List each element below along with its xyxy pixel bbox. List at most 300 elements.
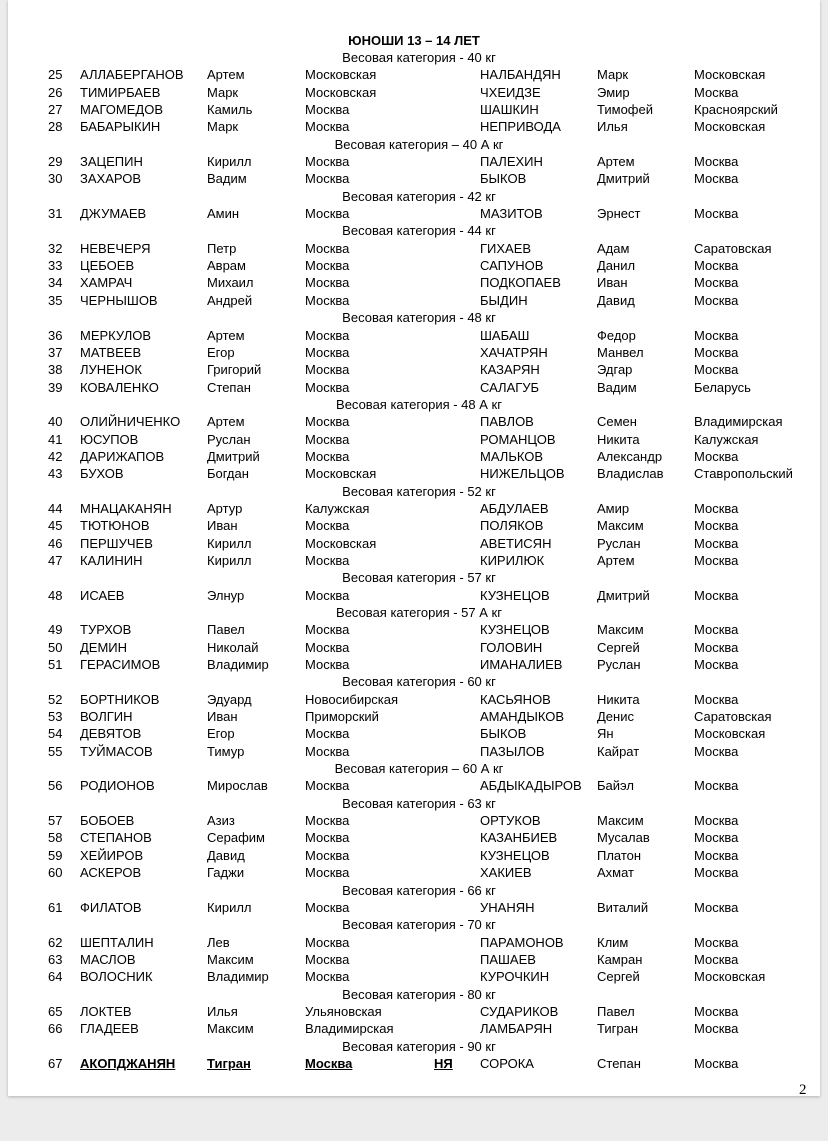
right-last-name: САЛАГУБ bbox=[480, 379, 540, 395]
left-last-name: ЧЕРНЫШОВ bbox=[80, 292, 158, 308]
left-last-name: ЮСУПОВ bbox=[80, 431, 139, 447]
left-last-name: БУХОВ bbox=[80, 466, 124, 482]
bout-number: 55 bbox=[48, 743, 63, 759]
right-region: Владимирская bbox=[694, 414, 783, 430]
left-region: Москва bbox=[305, 344, 350, 360]
right-first-name: Сергей bbox=[597, 639, 640, 655]
bout-number: 34 bbox=[48, 275, 63, 291]
right-first-name: Денис bbox=[597, 709, 634, 725]
right-first-name: Эмир bbox=[597, 84, 630, 100]
bout-row bbox=[0, 812, 828, 829]
left-region: Москва bbox=[305, 899, 350, 915]
right-first-name: Манвел bbox=[597, 344, 644, 360]
right-region: Москва bbox=[694, 206, 739, 222]
right-first-name: Вадим bbox=[597, 379, 637, 395]
bout-row bbox=[0, 500, 828, 517]
bout-number: 52 bbox=[48, 691, 63, 707]
bout-number: 62 bbox=[48, 934, 63, 950]
left-last-name: ФИЛАТОВ bbox=[80, 899, 142, 915]
left-region: Москва bbox=[305, 431, 350, 447]
right-first-name: Ахмат bbox=[597, 865, 635, 881]
left-last-name: АЛЛАБЕРГАНОВ bbox=[80, 67, 184, 83]
bout-number: 60 bbox=[48, 865, 63, 881]
bout-number: 40 bbox=[48, 414, 63, 430]
bout-row bbox=[0, 413, 828, 430]
left-first-name: Серафим bbox=[207, 830, 265, 846]
bout-row bbox=[0, 951, 828, 968]
left-last-name: СТЕПАНОВ bbox=[80, 830, 152, 846]
left-region: Москва bbox=[305, 951, 350, 967]
left-last-name: АСКЕРОВ bbox=[80, 865, 142, 881]
left-region: Москва bbox=[305, 258, 350, 274]
left-region: Москва bbox=[305, 657, 350, 673]
right-last-name: ОРТУКОВ bbox=[480, 813, 541, 829]
right-first-name: Эрнест bbox=[597, 206, 641, 222]
left-first-name: Элнур bbox=[207, 587, 245, 603]
left-region: Москва bbox=[305, 830, 350, 846]
left-first-name: Эдуард bbox=[207, 691, 252, 707]
right-region: Москва bbox=[694, 865, 739, 881]
bout-number: 50 bbox=[48, 639, 63, 655]
left-last-name: МЕРКУЛОВ bbox=[80, 327, 152, 343]
left-last-name: ВОЛГИН bbox=[80, 709, 133, 725]
left-last-name: ЛОКТЕВ bbox=[80, 1003, 132, 1019]
bout-number: 35 bbox=[48, 292, 63, 308]
right-last-name: КУРОЧКИН bbox=[480, 969, 550, 985]
bout-number: 47 bbox=[48, 552, 63, 568]
bout-number: 46 bbox=[48, 535, 63, 551]
left-last-name: ЗАЦЕПИН bbox=[80, 154, 143, 170]
left-last-name: МАТВЕЕВ bbox=[80, 344, 142, 360]
bout-row bbox=[0, 847, 828, 864]
left-last-name: АКОПДЖАНЯН bbox=[80, 1055, 176, 1071]
right-last-name: КАСЬЯНОВ bbox=[480, 691, 551, 707]
right-region: Москва bbox=[694, 500, 739, 516]
weight-category-heading: Весовая категория - 52 кг bbox=[342, 483, 496, 499]
bout-number: 39 bbox=[48, 379, 63, 395]
left-first-name: Тимур bbox=[207, 743, 245, 759]
bout-row bbox=[0, 448, 828, 465]
right-last-name: САПУНОВ bbox=[480, 258, 544, 274]
left-last-name: МНАЦАКАНЯН bbox=[80, 500, 172, 516]
left-region: Москва bbox=[305, 171, 350, 187]
bout-row bbox=[0, 101, 828, 118]
bout-number: 41 bbox=[48, 431, 63, 447]
right-first-name: Давид bbox=[597, 292, 635, 308]
left-first-name: Михаил bbox=[207, 275, 254, 291]
right-region: Москва bbox=[694, 587, 739, 603]
bout-row bbox=[0, 621, 828, 638]
right-first-name: Клим bbox=[597, 934, 629, 950]
right-region: Москва bbox=[694, 622, 739, 638]
right-region: Москва bbox=[694, 951, 739, 967]
weight-category-heading: Весовая категория - 44 кг bbox=[342, 223, 496, 239]
right-last-name: БЫКОВ bbox=[480, 726, 527, 742]
right-region: Красноярский bbox=[694, 102, 778, 118]
left-first-name: Дмитрий bbox=[207, 448, 260, 464]
bout-row bbox=[0, 257, 828, 274]
bout-row bbox=[0, 240, 828, 257]
left-first-name: Артем bbox=[207, 327, 245, 343]
right-first-name: Никита bbox=[597, 691, 640, 707]
bout-number: 58 bbox=[48, 830, 63, 846]
left-region: Москва bbox=[305, 622, 350, 638]
right-last-name: ГИХАЕВ bbox=[480, 240, 532, 256]
bout-number: 59 bbox=[48, 847, 63, 863]
page-number: 2 bbox=[799, 1082, 807, 1098]
right-first-name: Виталий bbox=[597, 899, 649, 915]
right-region: Саратовская bbox=[694, 709, 772, 725]
bout-number: 26 bbox=[48, 84, 63, 100]
bout-number: 45 bbox=[48, 518, 63, 534]
right-last-name: ЧХЕИДЗЕ bbox=[480, 84, 541, 100]
left-first-name: Кирилл bbox=[207, 899, 252, 915]
right-region: Москва bbox=[694, 292, 739, 308]
left-region: Москва bbox=[305, 726, 350, 742]
right-region: Беларусь bbox=[694, 379, 751, 395]
right-region: Москва bbox=[694, 934, 739, 950]
left-region: Владимирская bbox=[305, 1021, 394, 1037]
right-first-name: Максим bbox=[597, 622, 644, 638]
left-region: Москва bbox=[305, 379, 350, 395]
right-first-name: Сергей bbox=[597, 969, 640, 985]
right-first-name: Ян bbox=[597, 726, 614, 742]
bout-number: 37 bbox=[48, 344, 63, 360]
right-first-name: Тимофей bbox=[597, 102, 653, 118]
left-first-name: Максим bbox=[207, 1021, 254, 1037]
bout-row bbox=[0, 465, 828, 482]
left-region: Московская bbox=[305, 84, 377, 100]
bout-number: 66 bbox=[48, 1021, 63, 1037]
left-region: Москва bbox=[305, 154, 350, 170]
right-region: Москва bbox=[694, 362, 739, 378]
left-region: Ульяновская bbox=[305, 1003, 382, 1019]
left-last-name: ХЕЙИРОВ bbox=[80, 847, 144, 863]
left-first-name: Григорий bbox=[207, 362, 262, 378]
left-first-name: Артур bbox=[207, 500, 243, 516]
left-last-name: НЕВЕЧЕРЯ bbox=[80, 240, 151, 256]
bout-row bbox=[0, 899, 828, 916]
bout-row bbox=[0, 517, 828, 534]
right-last-name: ШАБАШ bbox=[480, 327, 530, 343]
left-region: Москва bbox=[305, 292, 350, 308]
right-last-name: СОРОКА bbox=[480, 1055, 534, 1071]
right-region: Москва bbox=[694, 84, 739, 100]
right-last-name: НЕПРИВОДА bbox=[480, 119, 561, 135]
left-first-name: Амин bbox=[207, 206, 240, 222]
right-first-name: Семен bbox=[597, 414, 637, 430]
right-last-name: ПАВЛОВ bbox=[480, 414, 534, 430]
left-first-name: Кирилл bbox=[207, 552, 252, 568]
bout-row bbox=[0, 153, 828, 170]
right-last-name: ПАЗЫЛОВ bbox=[480, 743, 545, 759]
right-first-name: Кайрат bbox=[597, 743, 640, 759]
left-first-name: Иван bbox=[207, 518, 238, 534]
left-region: Москва bbox=[305, 119, 350, 135]
right-last-name: ЛАМБАРЯН bbox=[480, 1021, 553, 1037]
bout-number: 32 bbox=[48, 240, 63, 256]
left-region: Калужская bbox=[305, 500, 370, 516]
bout-row bbox=[0, 118, 828, 135]
left-last-name: БОБОЕВ bbox=[80, 813, 135, 829]
left-first-name: Кирилл bbox=[207, 535, 252, 551]
right-region: Москва bbox=[694, 743, 739, 759]
right-first-name: Платон bbox=[597, 847, 642, 863]
weight-category-heading: Весовая категория - 90 кг bbox=[342, 1038, 496, 1054]
left-last-name: БАБАРЫКИН bbox=[80, 119, 161, 135]
document-title: ЮНОШИ 13 – 14 ЛЕТ bbox=[348, 33, 480, 48]
right-first-name: Тигран bbox=[597, 1021, 639, 1037]
left-first-name: Марк bbox=[207, 119, 239, 135]
left-last-name: ДЕМИН bbox=[80, 639, 128, 655]
left-region: Москва bbox=[305, 743, 350, 759]
left-region: Московская bbox=[305, 67, 377, 83]
bout-number: 57 bbox=[48, 813, 63, 829]
right-first-name: Эдгар bbox=[597, 362, 633, 378]
left-first-name: Аврам bbox=[207, 258, 246, 274]
bout-number: 31 bbox=[48, 206, 63, 222]
right-last-name: КИРИЛЮК bbox=[480, 552, 545, 568]
weight-category-heading: Весовая категория - 42 кг bbox=[342, 188, 496, 204]
right-first-name: Максим bbox=[597, 813, 644, 829]
left-last-name: ДЕВЯТОВ bbox=[80, 726, 142, 742]
left-last-name: ХАМРАЧ bbox=[80, 275, 133, 291]
bout-row bbox=[0, 431, 828, 448]
weight-category-heading: Весовая категория - 70 кг bbox=[342, 917, 496, 933]
right-first-name: Артем bbox=[597, 154, 635, 170]
bout-row bbox=[0, 1055, 828, 1072]
right-last-name: АБДЫКАДЫРОВ bbox=[480, 778, 582, 794]
weight-category-heading: Весовая категория – 40 А кг bbox=[334, 136, 504, 152]
left-last-name: КОВАЛЕНКО bbox=[80, 379, 159, 395]
left-last-name: ШЕПТАЛИН bbox=[80, 934, 154, 950]
right-region: Москва bbox=[694, 639, 739, 655]
left-last-name: РОДИОНОВ bbox=[80, 778, 155, 794]
right-region: Москва bbox=[694, 778, 739, 794]
right-last-name: АБДУЛАЕВ bbox=[480, 500, 549, 516]
right-region: Калужская bbox=[694, 431, 759, 447]
left-last-name: МАСЛОВ bbox=[80, 951, 136, 967]
left-first-name: Богдан bbox=[207, 466, 249, 482]
left-region: Москва bbox=[305, 448, 350, 464]
bout-row bbox=[0, 725, 828, 742]
right-region: Москва bbox=[694, 552, 739, 568]
left-first-name: Николай bbox=[207, 639, 259, 655]
left-region: Москва bbox=[305, 639, 350, 655]
left-region: Москва bbox=[305, 275, 350, 291]
left-first-name: Егор bbox=[207, 726, 235, 742]
bout-number: 56 bbox=[48, 778, 63, 794]
left-first-name: Марк bbox=[207, 84, 239, 100]
right-region: Москва bbox=[694, 518, 739, 534]
left-first-name: Артем bbox=[207, 67, 245, 83]
left-region: Новосибирская bbox=[305, 691, 399, 707]
weight-category-heading: Весовая категория – 60 А кг bbox=[334, 761, 504, 777]
bout-row bbox=[0, 743, 828, 760]
left-region: Московская bbox=[305, 535, 377, 551]
left-region: Москва bbox=[305, 327, 350, 343]
no-show-mark: НЯ bbox=[434, 1055, 453, 1071]
right-region: Москва bbox=[694, 535, 739, 551]
weight-category-heading: Весовая категория - 66 кг bbox=[342, 882, 496, 898]
right-first-name: Максим bbox=[597, 518, 644, 534]
right-region: Московская bbox=[694, 969, 766, 985]
bout-row bbox=[0, 327, 828, 344]
right-last-name: ГОЛОВИН bbox=[480, 639, 543, 655]
bout-row bbox=[0, 691, 828, 708]
left-last-name: ОЛИЙНИЧЕНКО bbox=[80, 414, 181, 430]
bout-number: 64 bbox=[48, 969, 63, 985]
weight-category-heading: Весовая категория - 48 А кг bbox=[336, 396, 502, 412]
bout-number: 49 bbox=[48, 622, 63, 638]
left-first-name: Владимир bbox=[207, 969, 269, 985]
left-first-name: Тигран bbox=[207, 1055, 251, 1071]
left-last-name: ПЕРШУЧЕВ bbox=[80, 535, 153, 551]
right-region: Москва bbox=[694, 1021, 739, 1037]
right-region: Московская bbox=[694, 119, 766, 135]
bout-number: 28 bbox=[48, 119, 63, 135]
bout-row bbox=[0, 968, 828, 985]
right-first-name: Мусалав bbox=[597, 830, 650, 846]
right-first-name: Байэл bbox=[597, 778, 634, 794]
bout-row bbox=[0, 535, 828, 552]
right-first-name: Марк bbox=[597, 67, 629, 83]
bout-number: 27 bbox=[48, 102, 63, 118]
right-region: Москва bbox=[694, 448, 739, 464]
right-last-name: МАЛЬКОВ bbox=[480, 448, 544, 464]
weight-category-heading: Весовая категория - 60 кг bbox=[342, 674, 496, 690]
right-region: Москва bbox=[694, 847, 739, 863]
left-first-name: Илья bbox=[207, 1003, 238, 1019]
bout-row bbox=[0, 1020, 828, 1037]
right-region: Москва bbox=[694, 275, 739, 291]
bout-number: 36 bbox=[48, 327, 63, 343]
left-first-name: Степан bbox=[207, 379, 251, 395]
left-region: Москва bbox=[305, 552, 350, 568]
left-first-name: Камиль bbox=[207, 102, 253, 118]
bout-number: 65 bbox=[48, 1003, 63, 1019]
left-last-name: ИСАЕВ bbox=[80, 587, 125, 603]
right-first-name: Илья bbox=[597, 119, 628, 135]
right-first-name: Данил bbox=[597, 258, 636, 274]
left-last-name: ЗАХАРОВ bbox=[80, 171, 142, 187]
left-last-name: БОРТНИКОВ bbox=[80, 691, 160, 707]
right-region: Московская bbox=[694, 67, 766, 83]
left-first-name: Вадим bbox=[207, 171, 247, 187]
right-first-name: Александр bbox=[597, 448, 663, 464]
left-first-name: Руслан bbox=[207, 431, 251, 447]
left-region: Москва bbox=[305, 362, 350, 378]
left-first-name: Давид bbox=[207, 847, 245, 863]
weight-category-heading: Весовая категория - 48 кг bbox=[342, 310, 496, 326]
right-last-name: КУЗНЕЦОВ bbox=[480, 622, 550, 638]
right-region: Москва bbox=[694, 327, 739, 343]
right-last-name: КУЗНЕЦОВ bbox=[480, 847, 550, 863]
bout-number: 53 bbox=[48, 709, 63, 725]
left-region: Москва bbox=[305, 102, 350, 118]
bout-row bbox=[0, 864, 828, 881]
bout-row bbox=[0, 292, 828, 309]
left-last-name: ТЮТЮНОВ bbox=[80, 518, 150, 534]
bout-row bbox=[0, 1003, 828, 1020]
right-region: Москва bbox=[694, 830, 739, 846]
right-region: Москва bbox=[694, 1055, 739, 1071]
left-first-name: Павел bbox=[207, 622, 245, 638]
right-region: Москва bbox=[694, 171, 739, 187]
bout-number: 48 bbox=[48, 587, 63, 603]
bout-number: 43 bbox=[48, 466, 63, 482]
weight-category-heading: Весовая категория - 40 кг bbox=[342, 50, 496, 65]
right-last-name: ПАЛЕХИН bbox=[480, 154, 543, 170]
bout-row bbox=[0, 656, 828, 673]
right-first-name: Камран bbox=[597, 951, 643, 967]
left-region: Москва bbox=[305, 865, 350, 881]
left-first-name: Андрей bbox=[207, 292, 253, 308]
left-first-name: Мирослав bbox=[207, 778, 268, 794]
left-first-name: Егор bbox=[207, 344, 235, 360]
right-last-name: СУДАРИКОВ bbox=[480, 1003, 559, 1019]
right-last-name: БЫКОВ bbox=[480, 171, 527, 187]
right-region: Москва bbox=[694, 258, 739, 274]
bout-row bbox=[0, 66, 828, 83]
bout-number: 25 bbox=[48, 67, 63, 83]
weight-category-heading: Весовая категория - 63 кг bbox=[342, 795, 496, 811]
left-region: Москва bbox=[305, 778, 350, 794]
right-last-name: ХАЧАТРЯН bbox=[480, 344, 548, 360]
bout-number: 54 bbox=[48, 726, 63, 742]
right-last-name: КАЗАРЯН bbox=[480, 362, 540, 378]
left-last-name: ЛУНЕНОК bbox=[80, 362, 142, 378]
right-first-name: Иван bbox=[597, 275, 628, 291]
bout-row bbox=[0, 552, 828, 569]
right-region: Москва bbox=[694, 691, 739, 707]
right-first-name: Руслан bbox=[597, 535, 641, 551]
right-last-name: АМАНДЫКОВ bbox=[480, 709, 565, 725]
right-last-name: НАЛБАНДЯН bbox=[480, 67, 561, 83]
bout-number: 63 bbox=[48, 951, 63, 967]
right-region: Ставропольский bbox=[694, 466, 793, 482]
right-first-name: Дмитрий bbox=[597, 587, 650, 603]
right-last-name: ИМАНАЛИЕВ bbox=[480, 657, 563, 673]
bout-number: 33 bbox=[48, 258, 63, 274]
right-last-name: АВЕТИСЯН bbox=[480, 535, 552, 551]
left-last-name: ДАРИЖАПОВ bbox=[80, 448, 165, 464]
right-first-name: Руслан bbox=[597, 657, 641, 673]
right-last-name: ПАРАМОНОВ bbox=[480, 934, 564, 950]
bouts-list bbox=[0, 49, 828, 1072]
left-region: Москва bbox=[305, 934, 350, 950]
bout-row bbox=[0, 829, 828, 846]
left-first-name: Петр bbox=[207, 240, 237, 256]
left-region: Москва bbox=[305, 518, 350, 534]
bout-number: 44 bbox=[48, 500, 63, 516]
right-region: Москва bbox=[694, 1003, 739, 1019]
bout-row bbox=[0, 274, 828, 291]
left-region: Москва bbox=[305, 1055, 353, 1071]
left-region: Москва bbox=[305, 240, 350, 256]
left-region: Москва bbox=[305, 969, 350, 985]
left-last-name: ЦЕБОЕВ bbox=[80, 258, 135, 274]
right-first-name: Степан bbox=[597, 1055, 641, 1071]
right-region: Саратовская bbox=[694, 240, 772, 256]
left-region: Москва bbox=[305, 847, 350, 863]
bout-row bbox=[0, 361, 828, 378]
bout-number: 51 bbox=[48, 657, 63, 673]
bout-number: 38 bbox=[48, 362, 63, 378]
left-last-name: ТИМИРБАЕВ bbox=[80, 84, 161, 100]
bout-row bbox=[0, 379, 828, 396]
weight-category-heading: Весовая категория - 80 кг bbox=[342, 986, 496, 1002]
